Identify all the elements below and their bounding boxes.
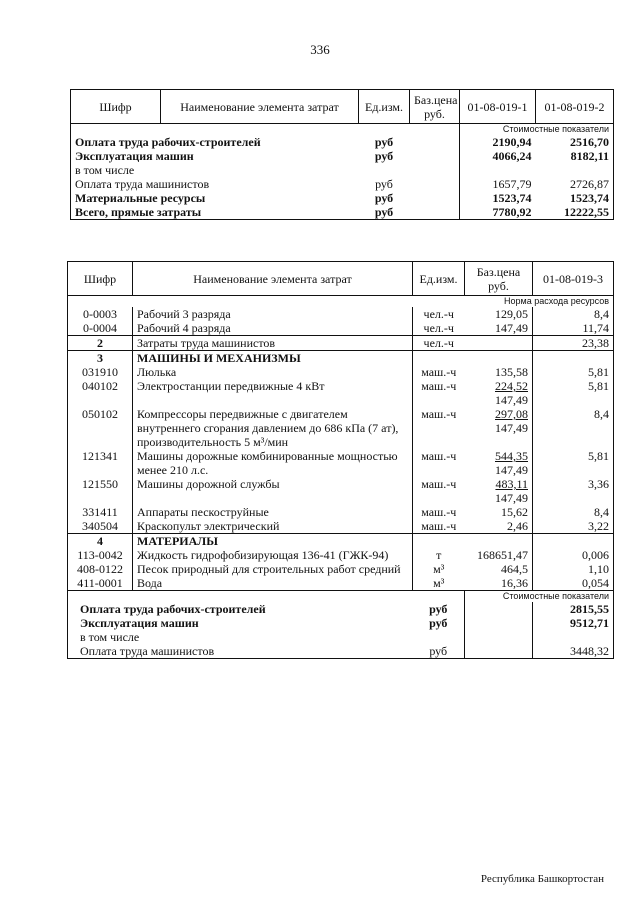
row-value: 11,74 [582,321,609,335]
price-machinist: 147,49 [495,491,528,505]
row-unit: маш.-ч [421,379,457,393]
row-unit: маш.-ч [421,505,457,519]
price-machinist: 147,49 [495,393,528,407]
price-primary: 483,11 [495,477,528,491]
empty-cell [413,591,465,603]
table-row [68,616,614,630]
row-name: Материальные ресурсы [75,191,206,205]
row-price [465,534,533,549]
price-primary: 135,58 [495,365,528,379]
row-value-1: 1657,79 [492,177,532,191]
header-code: Шифр [71,90,161,124]
row-code: 050102 [68,407,133,449]
row-name: Жидкость гидрофобизирующая 136-41 (ГЖК-94) [133,548,413,562]
row-price [465,576,533,591]
row-value: 5,81 [588,379,609,393]
row-price [465,644,533,659]
price-machinist: 147,49 [495,421,528,435]
price-primary: 2,46 [507,519,528,533]
table-row [68,505,614,519]
table-row [68,449,614,477]
row-price [410,163,460,177]
row-value: 5,81 [588,449,609,463]
table1-body [71,124,614,220]
cost-label: Стоимостные показатели [465,591,614,603]
row-price [465,336,533,351]
row-value-2: 2516,70 [570,135,609,149]
table-row [68,576,614,591]
row-name: Рабочий 3 разряда [133,307,413,321]
section-label: Стоимостные показатели [502,124,609,134]
table2-body [68,296,614,659]
row-value-1: 2190,94 [492,135,532,149]
row-price [465,505,533,519]
row-value-2: 8182,11 [570,149,609,163]
row-unit: маш.-ч [421,519,457,533]
row-code: 3 [68,351,133,366]
row-price [465,449,533,477]
row-price [465,616,533,630]
row-name: Машины дорожные комбинированные мощностью менее 210 л.с. [133,449,413,477]
row-name: Эксплуатация машин [80,616,199,630]
row-value: 3448,32 [570,644,609,658]
row-price [465,602,533,616]
row-unit: маш.-ч [421,477,457,491]
row-unit: чел.-ч [423,307,454,321]
row-code: 0-0004 [68,321,133,336]
row-value: 0,054 [582,576,609,590]
table-row [71,135,614,149]
row-code: 340504 [68,519,133,534]
row-name: Электростанции передвижные 4 кВт [133,379,413,407]
header-code: Шифр [68,262,133,296]
table-row [68,562,614,576]
row-name: в том числе [75,163,135,177]
row-price [465,548,533,562]
row-name: Машины дорожной службы [133,477,413,505]
row-value-1: 1523,74 [492,191,532,205]
price-primary: 297,08 [495,407,528,421]
row-unit: руб [374,149,394,163]
table-row [71,149,614,163]
table-row [68,351,614,366]
row-value: 1,10 [588,562,609,576]
row-value-1: 7780,92 [492,205,532,219]
row-value: 0,006 [582,548,609,562]
row-price [410,149,460,163]
row-unit: м³ [433,562,445,576]
row-unit [359,163,410,177]
header-code-1: 01-08-019-1 [460,90,536,124]
empty-cell [133,591,413,603]
row-value-2: 12222,55 [564,205,609,219]
row-name: Компрессоры передвижные с двигателем внутреннего сгорания давлением до 686 кПа (7 ат), производительность 5 м³/мин [133,407,413,449]
row-price [465,307,533,321]
row-code: 331411 [68,505,133,519]
row-value: 3,36 [588,477,609,491]
section-label: Норма расхода ресурсов [68,296,614,308]
row-name: Оплата труда рабочих-строителей [80,602,266,616]
row-value-2: 2726,87 [570,177,609,191]
row-value: 8,4 [594,407,609,421]
row-value-2 [536,163,614,177]
row-code: 121550 [68,477,133,505]
row-value [533,534,614,549]
row-price [410,191,460,205]
row-value: 9512,71 [570,616,609,630]
table-row [71,177,614,191]
row-code: 2 [68,336,133,351]
row-name: в том числе [80,630,140,644]
section-label-row [68,296,614,308]
row-code: 408-0122 [68,562,133,576]
row-unit: руб [374,135,394,149]
header-unit: Ед.изм. [359,90,410,124]
price-machinist: 147,49 [495,463,528,477]
row-name: Песок природный для строительных работ средний [133,562,413,576]
table2-header [68,262,614,296]
price-primary: 168651,47 [477,548,528,562]
row-name: Люлька [133,365,413,379]
row-value: 3,22 [588,519,609,533]
table-row [68,365,614,379]
row-name: Затраты труда машинистов [133,336,413,351]
table-row [71,191,614,205]
row-value: 2815,55 [570,602,609,616]
table-row [68,307,614,321]
row-unit: маш.-ч [421,365,457,379]
row-code: 411-0001 [68,576,133,591]
row-name: Эксплуатация машин [75,149,194,163]
row-unit: руб [374,191,394,205]
row-unit: руб [374,205,394,219]
row-value-1: 4066,24 [492,149,532,163]
row-unit: маш.-ч [421,407,457,421]
table1-header [71,90,614,124]
row-unit: маш.-ч [421,449,457,463]
row-value-1 [460,163,536,177]
price-primary: 129,05 [495,307,528,321]
resource-table [67,261,614,659]
row-value: 5,81 [588,365,609,379]
row-code: 031910 [68,365,133,379]
header-code-3: 01-08-019-3 [533,262,614,296]
row-price [465,321,533,336]
footer-region: Республика Башкортостан [480,873,604,885]
row-code: 113-0042 [68,548,133,562]
row-name: Оплата труда машинистов [75,177,210,191]
table-row [68,336,614,351]
cost-label-row [68,591,614,603]
header-code-2: 01-08-019-2 [536,90,614,124]
row-price [465,477,533,505]
row-unit: т [436,548,442,562]
table-row [71,163,614,177]
row-unit: руб [375,177,393,191]
table-row [68,630,614,644]
table-row [68,519,614,534]
page-number: 336 [310,42,330,57]
row-value [533,351,614,366]
table-row [68,602,614,616]
row-price [465,407,533,449]
row-name: Оплата труда машинистов [80,644,215,658]
table-row [68,379,614,407]
cost-table-1 [70,89,614,220]
price-primary: 15,62 [501,505,528,519]
row-unit: чел.-ч [423,321,454,335]
row-price [465,365,533,379]
row-name: Краскопульт электрический [133,519,413,534]
row-price [410,177,460,191]
header-name: Наименование элемента затрат [133,262,413,296]
row-value: 23,38 [582,336,609,350]
section-label-row [71,124,614,136]
row-name: Рабочий 4 разряда [133,321,413,336]
table-row [68,321,614,336]
table-row [68,477,614,505]
price-primary: 224,52 [495,379,528,393]
price-primary: 544,35 [495,449,528,463]
header-unit: Ед.изм. [413,262,465,296]
row-unit [413,630,465,644]
table-row [68,548,614,562]
table-row [68,534,614,549]
row-name: Вода [133,576,413,591]
row-name: МАШИНЫ И МЕХАНИЗМЫ [133,351,413,366]
row-name: Аппараты пескоструйные [133,505,413,519]
header-name: Наименование элемента затрат [161,90,359,124]
row-unit: чел.-ч [423,336,454,350]
empty-cell [68,591,133,603]
row-value: 8,4 [594,307,609,321]
row-value-2: 1523,74 [570,191,609,205]
row-price [465,351,533,366]
price-primary: 464,5 [501,562,528,576]
price-primary: 16,36 [501,576,528,590]
row-price [465,519,533,534]
price-primary: 147,49 [495,321,528,335]
row-name: Всего, прямые затраты [75,205,202,219]
header-price: Баз.цена руб. [410,90,460,124]
row-unit: м³ [433,576,445,590]
table-row [68,407,614,449]
row-price [410,205,460,220]
row-value [533,630,614,644]
row-unit: руб [429,644,448,658]
row-price [465,562,533,576]
row-name: Оплата труда рабочих-строителей [75,135,261,149]
row-price [465,379,533,407]
row-price [465,630,533,644]
row-code: 040102 [68,379,133,407]
row-code: 4 [68,534,133,549]
row-price [410,135,460,149]
table-row [71,205,614,220]
row-code: 121341 [68,449,133,477]
row-unit: руб [429,602,448,616]
row-unit [413,351,465,366]
row-value: 8,4 [594,505,609,519]
row-code: 0-0003 [68,307,133,321]
row-unit: руб [429,616,448,630]
row-name: МАТЕРИАЛЫ [133,534,413,549]
table-row [68,644,614,659]
row-unit [413,534,465,549]
header-price: Баз.цена руб. [465,262,533,296]
